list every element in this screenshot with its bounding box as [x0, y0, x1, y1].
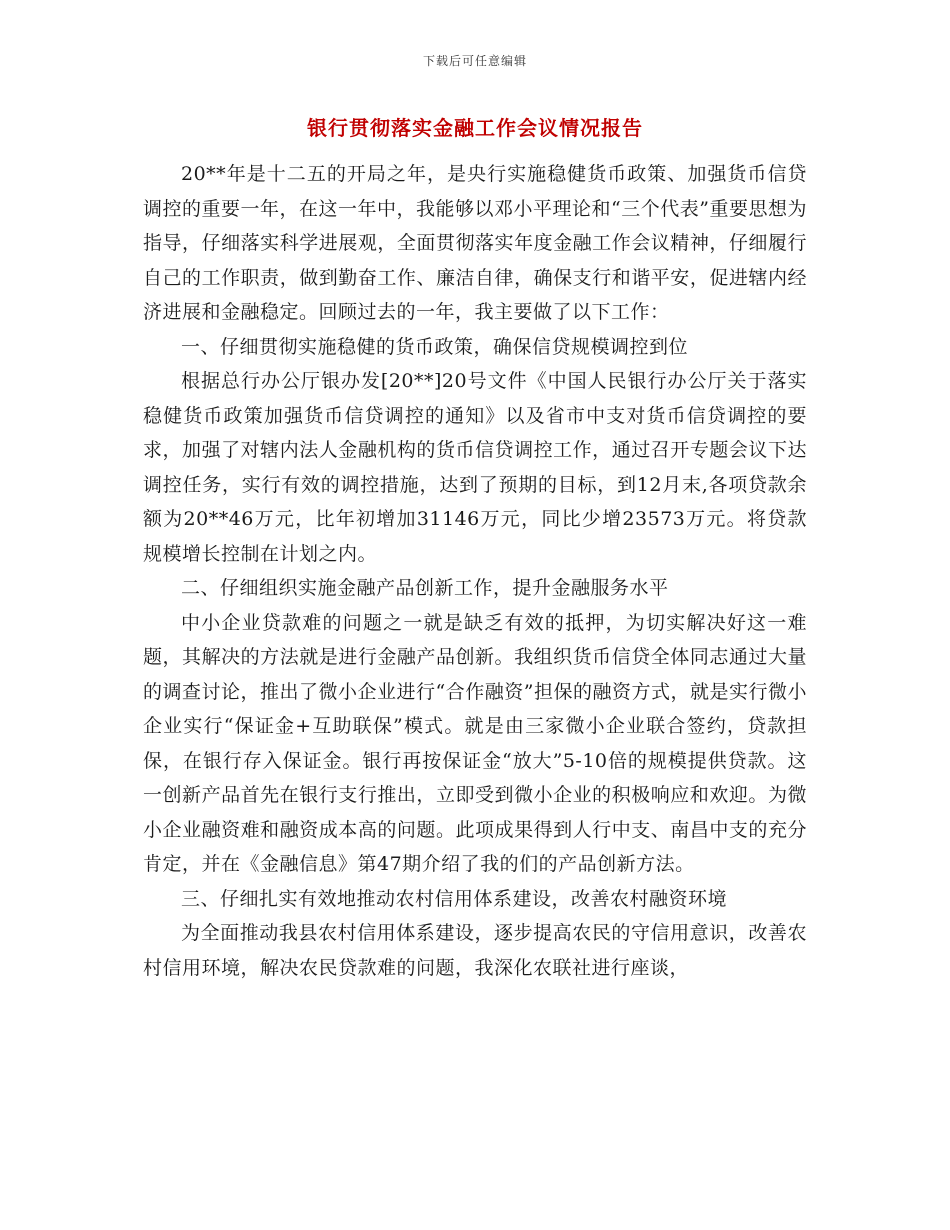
- section-heading-1: 一、仔细贯彻实施稳健的货币政策，确保信贷规模调控到位: [181, 335, 689, 358]
- section-paragraph-3: 为全面推动我县农村信用体系建设，逐步提高农民的守信用意识，改善农村信用环境，解决农民贷款难的问题，我深化农联社进行座谈，: [143, 922, 807, 979]
- document-body: [143, 157, 807, 985]
- section-paragraph-1: 根据总行办公厅银办发[20**]20号文件《中国人民银行办公厅关于落实稳健货币政策加强货币信贷调控的通知》以及省市中支对货币信贷调控的要求，加强了对辖内法人金融机构的货币信贷调控工作，通过召开专题会议下达调控任务，实行有效的调控措施，达到了预期的目标，到12月末,各项贷款余额为20**46万元，比年初增加31146万元，同比少增23573万元。将贷款规模增长控制在计划之内。: [143, 370, 807, 565]
- section-paragraph-2: 中小企业贷款难的问题之一就是缺乏有效的抵押，为切实解决好这一难题，其解决的方法就是进行金融产品创新。我组织货币信贷全体同志通过大量的调查讨论，推出了微小企业进行“合作融资”担保的融资方式，就是实行微小企业实行“保证金+互助联保”模式。就是由三家微小企业联合签约，贷款担保，在银行存入保证金。银行再按保证金“放大”5-10倍的规模提供贷款。这一创新产品首先在银行支行推出，立即受到微小企业的积极响应和欢迎。为微小企业融资难和融资成本高的问题。此项成果得到人行中支、南昌中支的充分肯定，并在《金融信息》第47期介绍了我的们的产品创新方法。: [143, 611, 807, 875]
- section-heading-2: 二、仔细组织实施金融产品创新工作，提升金融服务水平: [181, 577, 669, 599]
- document-title: 银行贯彻落实金融工作会议情况报告: [307, 116, 643, 140]
- section-heading-3: 三、仔细扎实有效地推动农村信用体系建设，改善农村融资环境: [181, 887, 728, 910]
- intro-paragraph: 20**年是十二五的开局之年，是央行实施稳健货币政策、加强货币信贷调控的重要一年，在这一年中，我能够以邓小平理论和“三个代表”重要思想为指导，仔细落实科学进展观，全面贯彻落实年度金融工作会议精神，仔细履行自己的工作职责，做到勤奋工作、廉洁自律，确保支行和谐平安，促进辖内经济进展和金融稳定。回顾过去的一年，我主要做了以下工作：: [143, 163, 807, 323]
- page-header-note: 下载后可任意编辑: [422, 54, 527, 68]
